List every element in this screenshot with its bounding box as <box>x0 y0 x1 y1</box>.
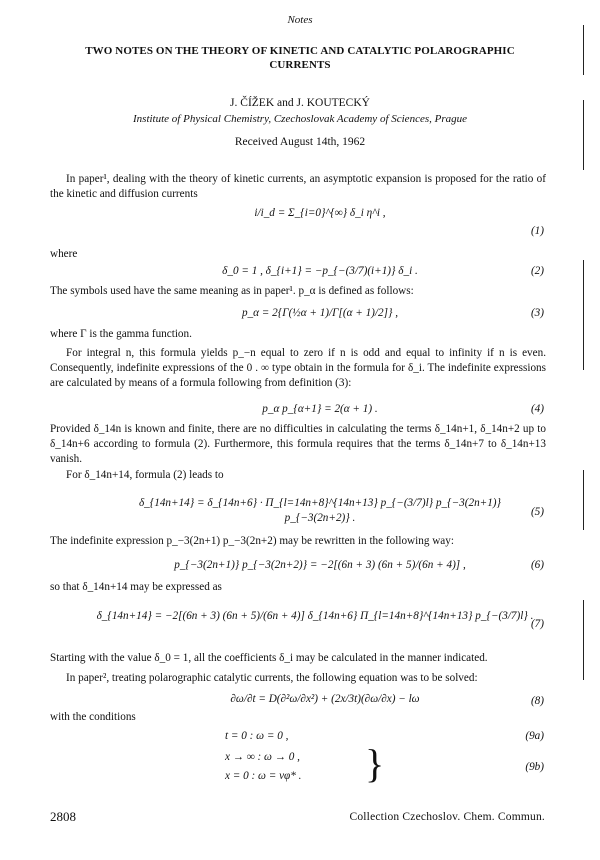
equation-9b-line-2: x = 0 : ω = νφ* . <box>225 770 302 782</box>
institution: Institute of Physical Chemistry, Czechoslovak Academy of Sciences, Prague <box>133 113 467 125</box>
authors: J. ČÍŽEK and J. KOUTECKÝ <box>230 97 370 109</box>
equation-9b-line-1: x → ∞ : ω → 0 , <box>225 751 300 763</box>
title-line-1: TWO NOTES ON THE THEORY OF KINETIC AND CATALYTIC POLAROGRAPHIC <box>85 45 515 57</box>
equation-4-number: (4) <box>530 403 544 415</box>
paragraph-3: where Γ is the gamma function. <box>50 328 192 340</box>
paragraph-10: In paper², treating polarographic catalytic currents, the following equation was to be solved: <box>66 672 478 684</box>
equation-9a-number: (9a) <box>525 730 544 742</box>
equation-4: p_α p_{α+1} = 2(α + 1) . <box>262 403 378 415</box>
equation-5-number: (5) <box>530 506 544 518</box>
paragraph-9: Starting with the value δ_0 = 1, all the coefficients δ_i may be calculated in the manner indicated. <box>50 652 488 664</box>
equation-3: p_α = 2{Γ(½α + 1)/Γ[(α + 1)/2]} , <box>241 307 399 319</box>
paragraph-2: The symbols used have the same meaning as in paper¹. p_α is defined as follows: <box>50 285 414 297</box>
equation-8: ∂ω/∂t = D(∂²ω/∂x²) + (2x/3t)(∂ω/∂x) − lω <box>230 693 420 705</box>
equation-6: p_{−3(2n+1)} p_{−3(2n+2)} = −2[(6n + 3) (6n + 5)/(6n + 4)] , <box>174 559 466 571</box>
equation-3-number: (3) <box>530 307 544 319</box>
scan-edge-mark <box>583 470 584 530</box>
equation-1-number: (1) <box>530 225 544 237</box>
equation-5: δ_{14n+14} = δ_{14n+6} · Π_{l=14n+8}^{14n+13} p_{−(3/7)l} p_{−3(2n+1)} p_{−3(2n+2)} . <box>138 497 502 524</box>
equation-8-number: (8) <box>530 695 544 707</box>
scan-edge-mark <box>583 600 584 680</box>
paragraph-8: so that δ_14n+14 may be expressed as <box>50 581 222 593</box>
received-date: Received August 14th, 1962 <box>234 136 366 148</box>
paragraph-7: The indefinite expression p_−3(2n+1) p_−3(2n+2) may be rewritten in the following way: <box>50 535 454 547</box>
paragraph-4: For integral n, this formula yields p_−n equal to zero if n is odd and equal to infinity if n is even. Consequently, indefinite expressions of the 0 . ∞ type obtain in the formula for δ_i. The indefinite expressions are calculated by means of a formula following from definition (3): <box>50 347 546 389</box>
journal-name: Collection Czechoslov. Chem. Commun. <box>349 811 545 823</box>
running-header: Notes <box>287 14 313 26</box>
scan-edge-mark <box>583 25 584 75</box>
title-line-2: CURRENTS <box>269 58 331 71</box>
right-brace-icon: } <box>365 741 385 786</box>
scan-edge-mark <box>583 100 584 170</box>
paragraph-5: Provided δ_14n is known and finite, there are no difficulties in calculating the terms δ_14n+1, δ_14n+2 up to δ_14n+6 according to formula (2). Furthermore, this formula requires that the terms δ_14n+7 to δ_14n+13 vanish. <box>50 423 546 465</box>
equation-7: δ_{14n+14} = −2[(6n + 3) (6n + 5)/(6n + 4)] δ_{14n+6} Π_{l=14n+8}^{14n+13} p_{−(3/7)l} . <box>96 610 534 622</box>
equation-7-number: (7) <box>530 618 544 630</box>
equation-9b-number: (9b) <box>525 761 544 773</box>
paragraph-1: In paper¹, dealing with the theory of kinetic currents, an asymptotic expansion is proposed for the ratio of the kinetic and diffusion currents <box>50 173 546 200</box>
scan-edge-mark <box>583 260 584 370</box>
equation-2: δ_0 = 1 , δ_{i+1} = −p_{−(3/7)(i+1)} δ_i . <box>222 265 418 277</box>
with-conditions-label: with the conditions <box>50 711 136 723</box>
article-title <box>40 45 560 73</box>
paragraph-6: For δ_14n+14, formula (2) leads to <box>66 469 224 481</box>
equation-1: i/i_d = Σ_{i=0}^{∞} δ_i η^i , <box>254 207 386 219</box>
page-number: 2808 <box>50 809 76 824</box>
equation-2-number: (2) <box>530 265 544 277</box>
equation-9a: t = 0 : ω = 0 , <box>225 730 289 742</box>
equation-6-number: (6) <box>530 559 544 571</box>
where-label-1: where <box>50 248 78 260</box>
